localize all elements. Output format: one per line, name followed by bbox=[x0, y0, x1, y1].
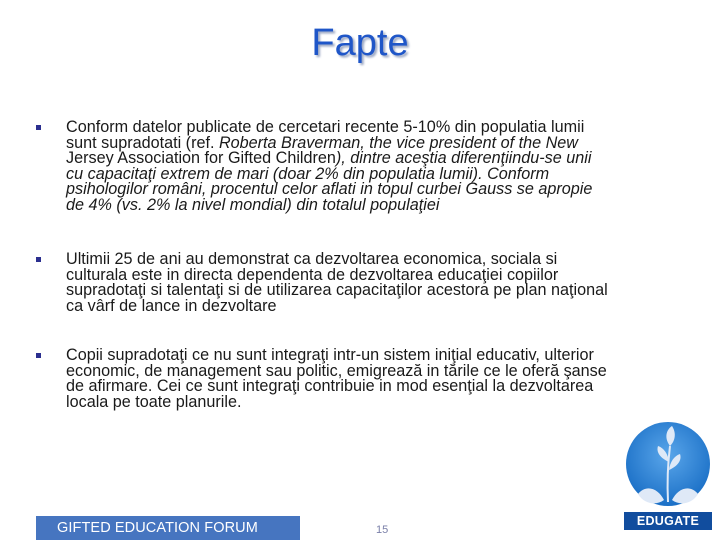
slide-title: Fapte bbox=[311, 22, 409, 64]
bullet-text bbox=[66, 252, 678, 314]
bullet-marker-icon bbox=[36, 125, 41, 130]
bullet-text-line: psihologilor români, procentul celor aflati in topul curbei Gauss se apropie bbox=[66, 180, 593, 199]
bullet-text-line: economic, de management sau politic, emigrează in tările ce le oferă şanse bbox=[66, 361, 607, 380]
bullet-text-line: Copii supradotaţi ce nu sunt integraţi intr-un sistem iniţial educativ, ulterior bbox=[66, 346, 594, 364]
bullet-text-line: sunt supradotati (ref. Roberta Braverman, the vice president of the New bbox=[66, 133, 578, 152]
bullet-marker-icon bbox=[36, 257, 41, 262]
bullet-text-line: Jersey Association for Gifted Children), dintre aceştia diferenţiindu-se unii bbox=[66, 149, 592, 168]
bullet-text-line: de afirmare. Cei ce sunt integraţi contribuie in mod esenţial la dezvoltarea bbox=[66, 377, 594, 396]
bullet-text-line: culturala este in directa dependenta de dezvoltarea educaţiei copiilor bbox=[66, 265, 559, 284]
bullet-text-line: supradotaţi si talentaţi si de utilizarea capacitaţilor acestora pe plan naţional bbox=[66, 281, 608, 300]
bullet-text bbox=[66, 120, 678, 214]
footer-forum-label: GIFTED EDUCATION FORUM bbox=[57, 520, 258, 536]
bullet-text-line: ca vârf de lance in dezvoltare bbox=[66, 296, 277, 315]
edugate-logo-label: EDUGATE bbox=[624, 512, 712, 530]
bullet-text-line: cu capacitaţi extrem de mari (doar 2% din populatia lumii). Conform bbox=[66, 164, 550, 183]
bullet-text-line: Ultimii 25 de ani au demonstrat ca dezvoltarea economica, sociala si bbox=[66, 250, 558, 268]
bullet-text-line: Conform datelor publicate de cercetari recente 5-10% din populatia lumii bbox=[66, 118, 585, 136]
bullet-text bbox=[66, 348, 678, 410]
bullet-text-line: de 4% (vs. 2% la nivel mondial) din totalul populaţiei bbox=[66, 195, 440, 214]
page-number: 15 bbox=[376, 524, 389, 536]
bullet-text-line: locala pe toate planurile. bbox=[66, 392, 242, 411]
edugate-logo-icon bbox=[624, 412, 712, 528]
bullet-marker-icon bbox=[36, 353, 41, 358]
